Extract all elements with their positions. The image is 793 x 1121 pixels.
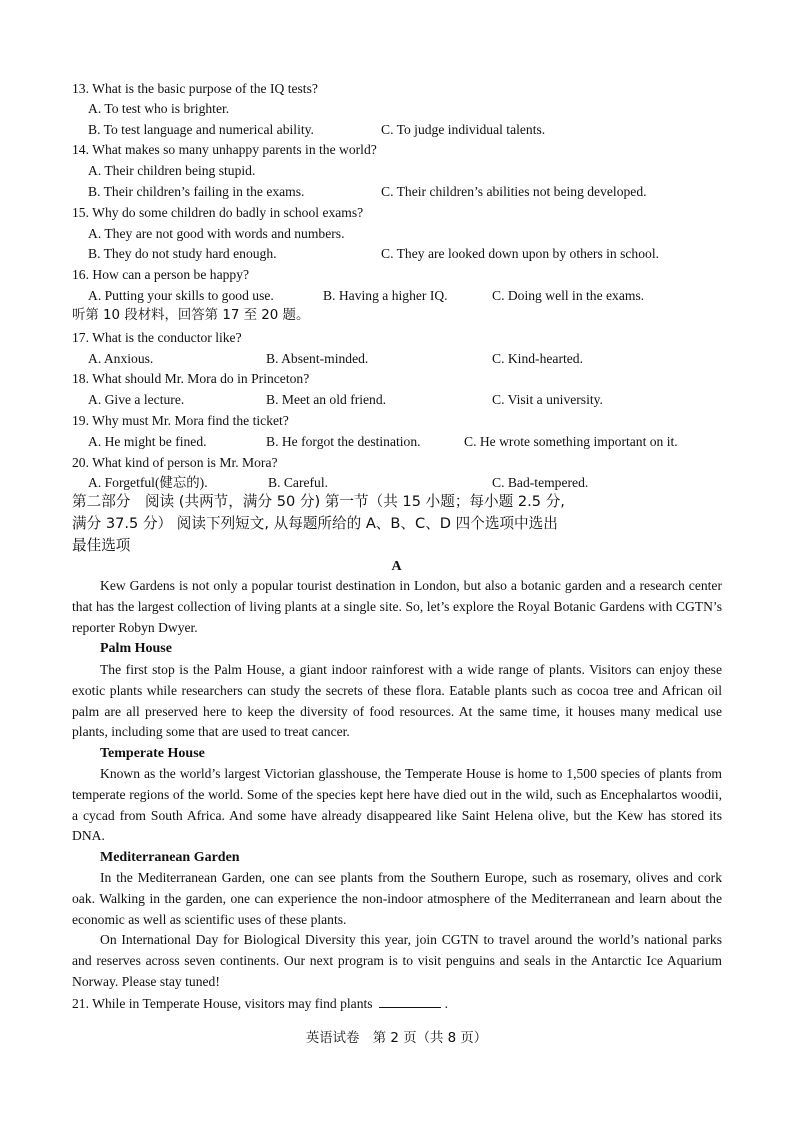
q15-option-a: A. They are not good with words and numbers.: [88, 226, 345, 241]
closing-paragraph: On International Day for Biological Diversity this year, join CGTN to travel around the world’s national parks and reserves across seven continents. Our next program is to visit penguins and seals in the Antarctic Ice Aquarium Norway. Please stay tuned!: [72, 932, 722, 989]
question-21: [72, 995, 448, 1013]
palm-house-paragraph: The first stop is the Palm House, a giant indoor rainforest with a wide range of plants. Visitors can enjoy these exotic plants while researchers can study the secrets of these flora. Eatable plants such as cocoa tree and African oil palm are all preserved here to keep the diversity of food resources. At the same time, it houses many medical use plants, including some that are used to treat cancer.: [72, 662, 722, 740]
heading-temperate-house: Temperate House: [100, 746, 205, 761]
question-18-stem: 18. What should Mr. Mora do in Princeton?: [72, 371, 310, 386]
q19-option-c: C. He wrote something important on it.: [464, 434, 678, 449]
question-19-stem: 19. Why must Mr. Mora find the ticket?: [72, 413, 289, 428]
passage-label: A: [391, 559, 402, 574]
question-21-end: .: [444, 996, 448, 1011]
question-17-stem: 17. What is the conductor like?: [72, 330, 242, 345]
q18-option-b: B. Meet an old friend.: [266, 392, 387, 407]
q20-option-a-note: 健忘的: [159, 476, 200, 491]
answer-blank: [379, 995, 441, 1008]
q18-option-c: C. Visit a university.: [492, 392, 603, 407]
q14-option-c: C. Their children’s abilities not being developed.: [381, 184, 647, 199]
q19-option-a: A. He might be fined.: [88, 434, 207, 449]
q20-option-a-end: ).: [199, 475, 208, 490]
q20-option-c: C. Bad-tempered.: [492, 475, 589, 490]
mediterranean-garden-paragraph: In the Mediterranean Garden, one can see plants from the Southern Europe, such as rosemary, olives and cork oak. Walking in the garden, one can experience the non-indoor atmosphere of the Mediterranean and learn about the economic as well as scientific uses of these plants.: [72, 870, 722, 927]
heading-mediterranean-garden: Mediterranean Garden: [100, 850, 240, 865]
q16-option-c: C. Doing well in the exams.: [492, 288, 645, 303]
q17-option-c: C. Kind-hearted.: [492, 351, 583, 366]
q17-option-b: B. Absent-minded.: [266, 351, 369, 366]
q15-option-b: B. They do not study hard enough.: [88, 246, 277, 261]
q13-option-c: C. To judge individual talents.: [381, 122, 546, 137]
passage-intro: Kew Gardens is not only a popular tourist destination in London, but also a botanic garden and a research center that has the largest collection of living plants at a single site. So, let’s explore the Royal Botanic Gardens with CGTN’s reporter Robyn Dwyer.: [72, 578, 722, 635]
q17-option-a: A. Anxious.: [88, 351, 154, 366]
q16-option-a: A. Putting your skills to good use.: [88, 288, 274, 303]
q14-option-b: B. Their children’s failing in the exams.: [88, 184, 305, 199]
question-15-stem: 15. Why do some children do badly in school exams?: [72, 205, 364, 220]
temperate-house-paragraph: Known as the world’s largest Victorian glasshouse, the Temperate House is home to 1,500 species of plants from temperate regions of the world. Some of the species kept here have died out in the wild, such as Encephalartos woodii, a cycad from South Africa. And some have already disappeared like Saint Helena olive, but the Kew has stored its DNA.: [72, 766, 722, 844]
question-14-stem: 14. What makes so many unhappy parents in the world?: [72, 142, 377, 157]
part2-heading-line2: 满分 37.5 分） 阅读下列短文, 从每题所给的 A、B、C、D 四个选项中选出: [72, 515, 558, 532]
q16-option-b: B. Having a higher IQ.: [323, 288, 448, 303]
q13-option-a: A. To test who is brighter.: [88, 101, 230, 116]
q15-option-c: C. They are looked down upon by others in school.: [381, 246, 660, 261]
part2-heading-line3: 最佳选项: [72, 537, 131, 554]
q20-option-b: B. Careful.: [268, 475, 329, 490]
listening-instruction: 听第 10 段材料，回答第 17 至 20 题。: [72, 308, 310, 323]
q20-option-a-text: A. Forgetful(: [88, 475, 160, 490]
question-13-stem: 13. What is the basic purpose of the IQ tests?: [72, 81, 318, 96]
question-20-stem: 20. What kind of person is Mr. Mora?: [72, 455, 278, 470]
q19-option-b: B. He forgot the destination.: [266, 434, 421, 449]
question-16-stem: 16. How can a person be happy?: [72, 267, 250, 282]
q14-option-a: A. Their children being stupid.: [88, 163, 256, 178]
heading-palm-house: Palm House: [100, 641, 172, 656]
q13-option-b: B. To test language and numerical ability.: [88, 122, 314, 137]
question-21-stem: 21. While in Temperate House, visitors may find plants: [72, 996, 373, 1011]
q18-option-a: A. Give a lecture.: [88, 392, 185, 407]
part2-heading-line1: 第二部分 阅读 (共两节，满分 50 分) 第一节（共 15 小题；每小题 2.5 分,: [72, 493, 565, 510]
q20-option-a: [88, 474, 208, 493]
page-footer: 英语试卷 第 2 页（共 8 页）: [305, 1031, 488, 1046]
